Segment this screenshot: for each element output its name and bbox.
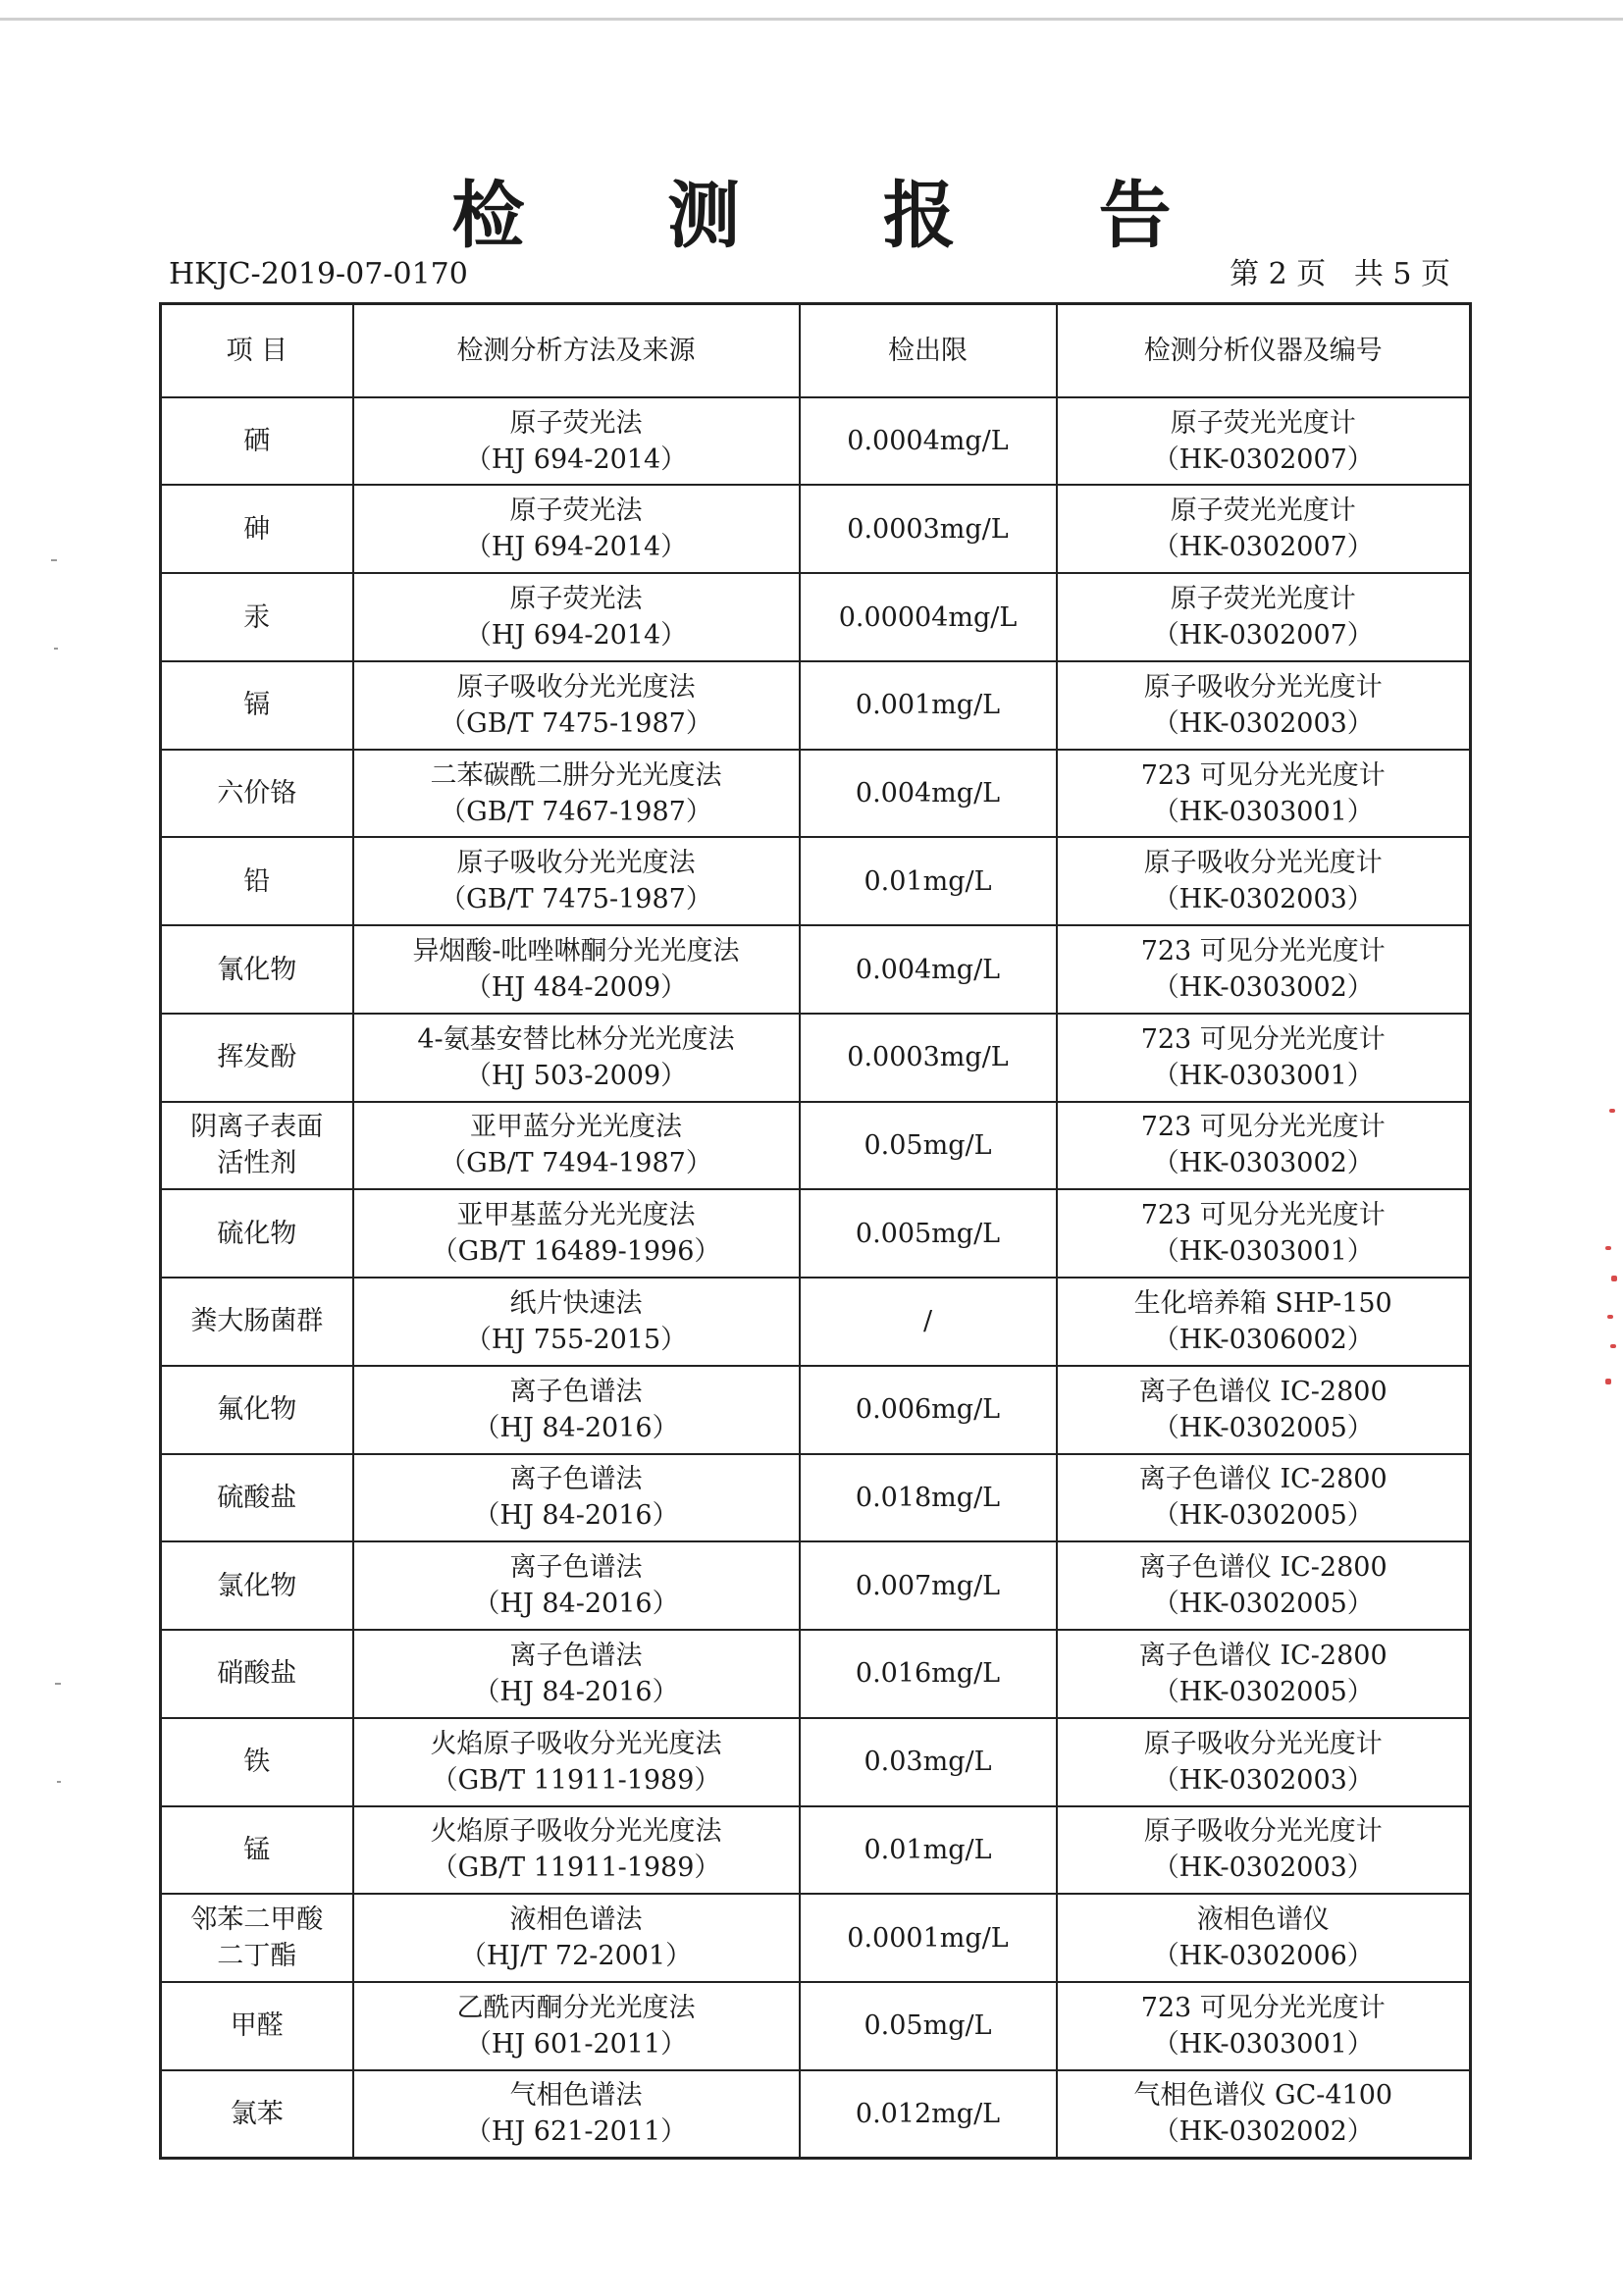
cell-method-line: （HJ 484-2009）	[464, 972, 688, 1004]
cell-method-line: （HJ 694-2014）	[464, 532, 688, 563]
cell-method-line: （HJ 503-2009）	[464, 1060, 688, 1091]
cell-limit-line: 0.004mg/L	[855, 954, 1001, 985]
cell-item-line: 硝酸盐	[217, 1658, 297, 1690]
cell-instrument-line: （HK-0302005）	[1152, 1589, 1374, 1620]
cell-method-line: （HJ 601-2011）	[464, 2028, 688, 2060]
cell-limit-line: 0.016mg/L	[855, 1658, 1001, 1690]
cell-instrument-line: （HK-0302003）	[1152, 1764, 1374, 1796]
cell-instrument-line: （HK-0302006）	[1152, 1941, 1374, 1972]
cell-limit	[800, 1630, 1057, 1718]
table-row	[161, 1278, 1471, 1366]
cell-method	[353, 1278, 800, 1366]
cell-instrument-line: 离子色谱仪 IC-2800	[1138, 1640, 1387, 1671]
table-row	[161, 397, 1471, 486]
cell-method-line: 离子色谱法	[509, 1552, 643, 1584]
cell-item	[161, 1454, 353, 1542]
table-row	[161, 1366, 1471, 1454]
cell-item-line: 氟化物	[217, 1394, 297, 1426]
cell-item	[161, 1630, 353, 1718]
cell-item	[161, 1541, 353, 1630]
cell-instrument-line: （HK-0302007）	[1152, 620, 1374, 652]
cell-item-line: 汞	[243, 601, 271, 633]
cell-method-line: 离子色谱法	[509, 1376, 643, 1407]
table-row	[161, 837, 1471, 925]
table-row	[161, 661, 1471, 750]
cell-method-line: 原子吸收分光光度法	[456, 848, 696, 879]
cell-instrument	[1057, 1366, 1471, 1454]
cell-instrument	[1057, 1806, 1471, 1895]
cell-item-line: 氰化物	[217, 954, 297, 985]
cell-item	[161, 1806, 353, 1895]
cell-method-line: 亚甲蓝分光光度法	[470, 1112, 682, 1143]
cell-method	[353, 1454, 800, 1542]
cell-item	[161, 1718, 353, 1806]
cell-item	[161, 750, 353, 838]
cell-method-line: （HJ/T 72-2001）	[459, 1941, 693, 1972]
cell-method	[353, 1541, 800, 1630]
cell-instrument-line: 723 可见分光光度计	[1140, 759, 1386, 791]
cell-limit	[800, 1718, 1057, 1806]
cell-item-line: 镉	[243, 690, 271, 721]
table-row	[161, 1806, 1471, 1895]
cell-method-line: （GB/T 16489-1996）	[431, 1236, 721, 1268]
cell-method	[353, 661, 800, 750]
header-method: 检测分析方法及来源	[353, 304, 800, 397]
cell-item-line: 阴离子表面	[190, 1112, 324, 1143]
cell-item-line: 挥发酚	[217, 1042, 297, 1073]
cell-instrument-line: （HK-0303001）	[1152, 1060, 1374, 1091]
table-row	[161, 1102, 1471, 1190]
cell-limit-line: 0.01mg/L	[864, 1834, 992, 1865]
cell-instrument	[1057, 1278, 1471, 1366]
cell-instrument-line: 723 可见分光光度计	[1140, 1023, 1386, 1055]
cell-item	[161, 1189, 353, 1278]
cell-instrument-line: 723 可见分光光度计	[1140, 1200, 1386, 1231]
scan-top-edge	[0, 18, 1623, 21]
cell-instrument-line: 723 可见分光光度计	[1140, 1112, 1386, 1143]
cell-limit-line: 0.0003mg/L	[847, 1042, 1009, 1073]
cell-limit-line: 0.001mg/L	[855, 690, 1001, 721]
cell-item-line: 粪大肠菌群	[190, 1306, 324, 1337]
cell-method-line: （HJ 694-2014）	[464, 444, 688, 475]
cell-method	[353, 837, 800, 925]
cell-limit	[800, 573, 1057, 661]
table-row	[161, 1982, 1471, 2070]
cell-method	[353, 1189, 800, 1278]
cell-method	[353, 750, 800, 838]
cell-instrument-line: （HK-0303002）	[1152, 972, 1374, 1004]
header-instrument: 检测分析仪器及编号	[1057, 304, 1471, 397]
cell-limit	[800, 1454, 1057, 1542]
cell-method-line: 亚甲基蓝分光光度法	[456, 1200, 696, 1231]
cell-limit	[800, 485, 1057, 573]
cell-limit	[800, 2070, 1057, 2159]
table-row	[161, 2070, 1471, 2159]
cell-instrument-line: （HK-0302007）	[1152, 532, 1374, 563]
cell-limit	[800, 925, 1057, 1014]
cell-method-line: （GB/T 7467-1987）	[440, 796, 712, 827]
cell-item-line: 氯苯	[230, 2098, 284, 2129]
table-row	[161, 1189, 1471, 1278]
cell-instrument	[1057, 837, 1471, 925]
cell-instrument-line: （HK-0302007）	[1152, 444, 1374, 475]
cell-instrument-line: 生化培养箱 SHP-150	[1133, 1287, 1392, 1319]
cell-method	[353, 1630, 800, 1718]
cell-method	[353, 1102, 800, 1190]
cell-instrument	[1057, 1102, 1471, 1190]
cell-item-line: 六价铬	[217, 778, 297, 809]
cell-item	[161, 1366, 353, 1454]
cell-instrument-line: 原子吸收分光光度计	[1143, 1816, 1383, 1848]
cell-instrument	[1057, 750, 1471, 838]
cell-method	[353, 1894, 800, 1982]
cell-limit	[800, 837, 1057, 925]
cell-item-line: 氯化物	[217, 1570, 297, 1601]
cell-instrument-line: （HK-0302003）	[1152, 707, 1374, 739]
cell-instrument-line: 原子吸收分光光度计	[1143, 1728, 1383, 1759]
cell-instrument-line: 离子色谱仪 IC-2800	[1138, 1376, 1387, 1407]
cell-item	[161, 837, 353, 925]
table-row	[161, 1630, 1471, 1718]
cell-method-line: （HJ 84-2016）	[473, 1500, 679, 1532]
cell-instrument-line: （HK-0303001）	[1152, 1236, 1374, 1268]
cell-instrument-line: 原子吸收分光光度计	[1143, 848, 1383, 879]
cell-limit-line: 0.05mg/L	[864, 2010, 992, 2042]
cell-method	[353, 1806, 800, 1895]
cell-instrument-line: （HK-0302003）	[1152, 884, 1374, 915]
cell-limit	[800, 1806, 1057, 1895]
cell-item-line: 二丁酯	[217, 1941, 297, 1972]
cell-method-line: 原子荧光法	[509, 584, 643, 615]
header-limit: 检出限	[800, 304, 1057, 397]
cell-method	[353, 1718, 800, 1806]
cell-instrument-line: 原子吸收分光光度计	[1143, 671, 1383, 703]
cell-limit-line: 0.006mg/L	[855, 1394, 1001, 1426]
cell-item-line: 硒	[243, 426, 271, 457]
cell-instrument	[1057, 485, 1471, 573]
cell-instrument-line: （HK-0302002）	[1152, 2116, 1374, 2148]
cell-method-line: （HJ 694-2014）	[464, 620, 688, 652]
cell-instrument	[1057, 1630, 1471, 1718]
cell-instrument	[1057, 1454, 1471, 1542]
cell-instrument-line: 723 可见分光光度计	[1140, 936, 1386, 967]
cell-limit-line: 0.005mg/L	[855, 1218, 1001, 1249]
cell-item-line: 活性剂	[217, 1148, 297, 1179]
cell-method	[353, 925, 800, 1014]
report-number: HKJC-2019-07-0170	[169, 257, 468, 291]
cell-instrument	[1057, 661, 1471, 750]
cell-instrument-line: （HK-0302003）	[1152, 1852, 1374, 1884]
cell-item	[161, 1982, 353, 2070]
header-item: 项 目	[161, 304, 353, 397]
cell-limit-line: 0.0004mg/L	[847, 426, 1009, 457]
cell-item-line: 硫化物	[217, 1218, 297, 1249]
cell-item-line: 锰	[243, 1834, 271, 1865]
cell-method-line: 原子吸收分光光度法	[456, 671, 696, 703]
cell-method-line: （HJ 84-2016）	[473, 1676, 679, 1707]
cell-limit	[800, 750, 1057, 838]
cell-method-line: 离子色谱法	[509, 1464, 643, 1495]
cell-item-line: 甲醛	[230, 2010, 284, 2042]
cell-limit-line: 0.004mg/L	[855, 778, 1001, 809]
cell-item	[161, 1102, 353, 1190]
cell-method-line: （GB/T 7475-1987）	[440, 884, 712, 915]
table-row	[161, 1718, 1471, 1806]
cell-method-line: （GB/T 7494-1987）	[440, 1148, 712, 1179]
cell-limit	[800, 1894, 1057, 1982]
cell-method-line: 液相色谱法	[509, 1905, 643, 1936]
cell-instrument-line: 原子荧光光度计	[1170, 407, 1356, 439]
cell-limit-line: /	[922, 1306, 933, 1337]
cell-item-line: 邻苯二甲酸	[190, 1905, 324, 1936]
table-header-row	[161, 304, 1471, 397]
cell-item-line: 铅	[243, 865, 271, 897]
cell-instrument-line: 723 可见分光光度计	[1140, 1992, 1386, 2023]
cell-instrument	[1057, 1718, 1471, 1806]
cell-instrument-line: （HK-0303002）	[1152, 1148, 1374, 1179]
cell-instrument	[1057, 1014, 1471, 1102]
cell-method	[353, 1014, 800, 1102]
cell-method-line: 异烟酸-吡唑啉酮分光光度法	[412, 936, 740, 967]
cell-instrument	[1057, 1894, 1471, 1982]
table-row	[161, 1894, 1471, 1982]
cell-method	[353, 573, 800, 661]
cell-item	[161, 1894, 353, 1982]
table-row	[161, 573, 1471, 661]
cell-instrument-line: 原子荧光光度计	[1170, 584, 1356, 615]
cell-method-line: 乙酰丙酮分光光度法	[456, 1992, 696, 2023]
cell-item	[161, 573, 353, 661]
cell-instrument	[1057, 1189, 1471, 1278]
table-row	[161, 750, 1471, 838]
cell-limit	[800, 661, 1057, 750]
cell-instrument-line: 离子色谱仪 IC-2800	[1138, 1552, 1387, 1584]
cell-method-line: （GB/T 7475-1987）	[440, 707, 712, 739]
test-method-table	[159, 302, 1472, 2160]
cell-instrument	[1057, 1982, 1471, 2070]
cell-item	[161, 397, 353, 486]
cell-item	[161, 1014, 353, 1102]
cell-limit-line: 0.0003mg/L	[847, 513, 1009, 545]
cell-limit	[800, 1189, 1057, 1278]
cell-instrument	[1057, 397, 1471, 486]
cell-method-line: 原子荧光法	[509, 496, 643, 527]
cell-method-line: 火焰原子吸收分光光度法	[430, 1728, 722, 1759]
cell-item-line: 砷	[243, 513, 271, 545]
cell-instrument-line: （HK-0303001）	[1152, 796, 1374, 827]
cell-instrument	[1057, 925, 1471, 1014]
cell-limit-line: 0.0001mg/L	[847, 1922, 1009, 1954]
cell-limit	[800, 1366, 1057, 1454]
cell-instrument	[1057, 573, 1471, 661]
cell-limit-line: 0.007mg/L	[855, 1570, 1001, 1601]
cell-limit-line: 0.03mg/L	[864, 1747, 992, 1778]
cell-limit-line: 0.05mg/L	[864, 1129, 992, 1161]
cell-item	[161, 2070, 353, 2159]
table-row	[161, 925, 1471, 1014]
cell-method	[353, 397, 800, 486]
cell-method-line: （HJ 84-2016）	[473, 1589, 679, 1620]
cell-method-line: （HJ 755-2015）	[464, 1324, 688, 1355]
cell-item-line: 铁	[243, 1747, 271, 1778]
cell-method	[353, 485, 800, 573]
cell-method-line: 气相色谱法	[509, 2080, 643, 2112]
cell-method	[353, 2070, 800, 2159]
cell-method-line: （GB/T 11911-1989）	[431, 1852, 721, 1884]
cell-limit	[800, 1014, 1057, 1102]
cell-method-line: 4-氨基安替比林分光光度法	[417, 1023, 735, 1055]
cell-instrument-line: 气相色谱仪 GC-4100	[1133, 2080, 1393, 2112]
page-indicator: 第 2 页 共 5 页	[1230, 257, 1450, 291]
cell-instrument-line: （HK-0302005）	[1152, 1676, 1374, 1707]
cell-item	[161, 661, 353, 750]
cell-instrument-line: 离子色谱仪 IC-2800	[1138, 1464, 1387, 1495]
document-title: 检 测 报 告	[451, 174, 1230, 258]
cell-instrument-line: （HK-0302005）	[1152, 1412, 1374, 1443]
cell-method-line: （GB/T 11911-1989）	[431, 1764, 721, 1796]
cell-method-line: 原子荧光法	[509, 407, 643, 439]
table-row	[161, 1541, 1471, 1630]
cell-method-line: 离子色谱法	[509, 1640, 643, 1671]
cell-method-line: 火焰原子吸收分光光度法	[430, 1816, 722, 1848]
cell-limit	[800, 397, 1057, 486]
cell-limit	[800, 1982, 1057, 2070]
cell-item	[161, 1278, 353, 1366]
cell-method-line: （HJ 84-2016）	[473, 1412, 679, 1443]
cell-limit	[800, 1278, 1057, 1366]
cell-method-line: 纸片快速法	[509, 1287, 643, 1319]
cell-item-line: 硫酸盐	[217, 1482, 297, 1513]
cell-method	[353, 1366, 800, 1454]
cell-limit	[800, 1541, 1057, 1630]
cell-instrument	[1057, 2070, 1471, 2159]
cell-instrument-line: 液相色谱仪	[1196, 1905, 1330, 1936]
table-row	[161, 1454, 1471, 1542]
cell-limit-line: 0.018mg/L	[855, 1482, 1001, 1513]
cell-method	[353, 1982, 800, 2070]
cell-instrument	[1057, 1541, 1471, 1630]
table-row	[161, 1014, 1471, 1102]
cell-limit-line: 0.012mg/L	[855, 2098, 1001, 2129]
cell-method-line: 二苯碳酰二肼分光光度法	[430, 759, 722, 791]
cell-limit	[800, 1102, 1057, 1190]
table-row	[161, 485, 1471, 573]
cell-item	[161, 485, 353, 573]
cell-instrument-line: （HK-0302005）	[1152, 1500, 1374, 1532]
cell-item	[161, 925, 353, 1014]
cell-instrument-line: （HK-0303001）	[1152, 2028, 1374, 2060]
cell-method-line: （HJ 621-2011）	[464, 2116, 688, 2148]
cell-instrument-line: （HK-0306002）	[1152, 1324, 1374, 1355]
cell-instrument-line: 原子荧光光度计	[1170, 496, 1356, 527]
cell-limit-line: 0.01mg/L	[864, 865, 992, 897]
cell-limit-line: 0.00004mg/L	[838, 601, 1018, 633]
